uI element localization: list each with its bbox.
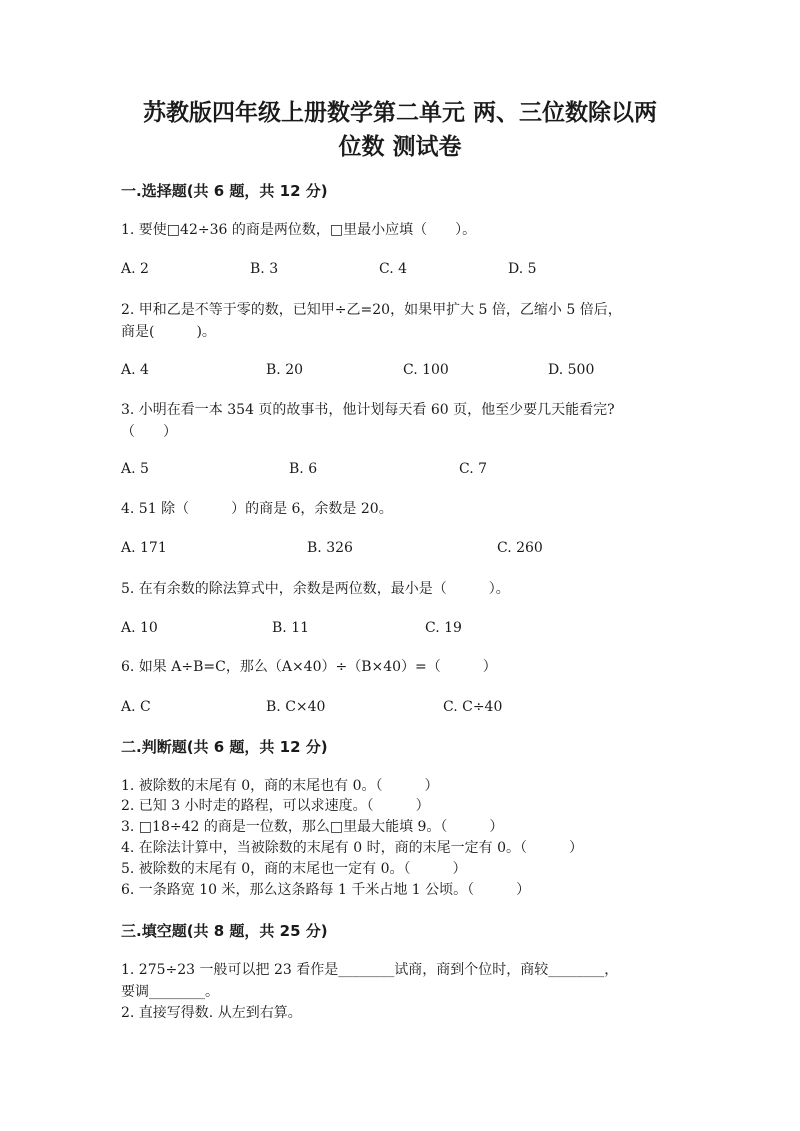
option-c: C. 19	[425, 620, 462, 636]
page-title	[100, 96, 700, 164]
judge-item: 3. □18÷42 的商是一位数，那么□里最大能填 9。（ ）	[121, 819, 504, 835]
option-a: A. 2	[121, 261, 149, 277]
option-b: B. 326	[307, 540, 353, 556]
option-b: B. 3	[250, 261, 279, 277]
judge-item: 6. 一条路宽 10 米，那么这条路每 1 千米占地 1 公顷。（ ）	[121, 882, 531, 898]
option-c: C. C÷40	[443, 699, 503, 715]
question-text: 3. 小明在看一本 354 页的故事书，他计划每天看 60 页，他至少要几天能看完?	[121, 402, 615, 418]
option-a: A. 4	[121, 362, 149, 378]
option-c: C. 260	[497, 540, 543, 556]
title-line-2: 位数 测试卷	[338, 134, 462, 160]
option-c: C. 4	[379, 261, 408, 277]
section-heading-fill: 三.填空题(共 8 题，共 25 分)	[121, 922, 328, 940]
option-d: D. 5	[508, 261, 537, 277]
question-text-cont: 商是( )。	[121, 324, 216, 340]
option-b: B. 6	[289, 461, 318, 477]
fill-item: 2. 直接写得数. 从左到右算。	[121, 1005, 302, 1021]
option-c: C. 100	[403, 362, 449, 378]
question-text: 4. 51 除（ ）的商是 6，余数是 20。	[121, 501, 393, 517]
judge-item: 5. 被除数的末尾有 0，商的末尾也一定有 0。（ ）	[121, 861, 467, 877]
option-a: A. 10	[121, 620, 158, 636]
title-line-1: 苏教版四年级上册数学第二单元 两、三位数除以两	[142, 100, 657, 126]
fill-item: 1. 275÷23 一般可以把 23 看作是________试商，商到个位时，商较________，	[121, 962, 619, 978]
fill-item-cont: 要调________。	[121, 984, 219, 1000]
option-b: B. 20	[266, 362, 304, 378]
question-text: 2. 甲和乙是不等于零的数，已知甲÷乙=20，如果甲扩大 5 倍，乙缩小 5 倍后，	[121, 302, 622, 318]
option-d: D. 500	[548, 362, 595, 378]
question-text-cont: （ ）	[121, 424, 177, 440]
option-a: A. 5	[121, 461, 149, 477]
question-text: 6. 如果 A÷B=C，那么（A×40）÷（B×40）=（ ）	[121, 659, 497, 675]
section-heading-judge: 二.判断题(共 6 题，共 12 分)	[121, 738, 328, 756]
judge-item: 2. 已知 3 小时走的路程，可以求速度。（ ）	[121, 798, 430, 814]
option-b: B. 11	[272, 620, 310, 636]
question-text: 5. 在有余数的除法算式中，余数是两位数，最小是（ ）。	[121, 581, 510, 597]
option-b: B. C×40	[266, 699, 326, 715]
option-a: A. C	[121, 699, 151, 715]
option-a: A. 171	[121, 540, 167, 556]
option-c: C. 7	[459, 461, 488, 477]
judge-item: 4. 在除法计算中，当被除数的末尾有 0 时，商的末尾一定有 0。（ ）	[121, 840, 583, 856]
question-text: 1. 要使□42÷36 的商是两位数，□里最小应填（ ）。	[121, 222, 477, 238]
judge-item: 1. 被除数的末尾有 0，商的末尾也有 0。（ ）	[121, 778, 439, 794]
section-heading-choice: 一.选择题(共 6 题，共 12 分)	[121, 182, 328, 200]
